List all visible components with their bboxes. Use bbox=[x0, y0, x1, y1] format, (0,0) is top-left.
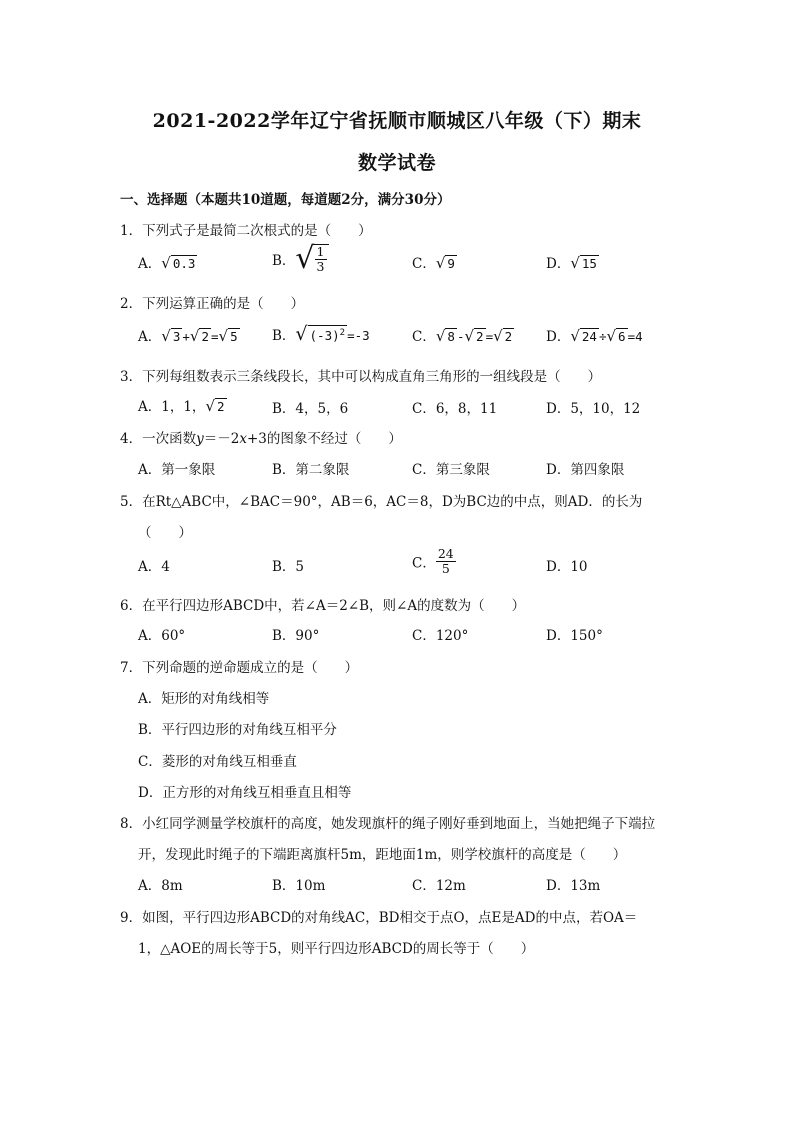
q2-option-b: B．√ $(-3)^2 =-3$ bbox=[272, 323, 370, 345]
q3-option-d: D．5，10，12 bbox=[546, 401, 641, 417]
exam-title-line2: 数学试卷 bbox=[357, 152, 436, 174]
q2-option-d: D．√ 24 ÷√ 6 =4 bbox=[546, 327, 643, 345]
q3-option-b: B．4，5，6 bbox=[272, 401, 349, 417]
q8-option-c: C．12m bbox=[412, 878, 466, 894]
q9-stem-line1: 9．如图，平行四边形ABCD的对角线AC，BD相交于点O，点E是AD的中点，若OA＝ bbox=[120, 910, 638, 926]
q6-option-b: B．90° bbox=[272, 628, 320, 644]
q7-stem: 7．下列命题的逆命题成立的是（ ） bbox=[120, 660, 359, 676]
q1-option-b: B．√ $\frac{1}{3}$ bbox=[272, 244, 329, 274]
q8-option-a: A．8m bbox=[138, 878, 183, 894]
q6-option-d: D．150° bbox=[546, 628, 603, 644]
q3-stem: 3．下列每组数表示三条线段长，其中可以构成直角三角形的一组线段是（ ） bbox=[120, 369, 602, 385]
q2-stem: 2．下列运算正确的是（ ） bbox=[120, 296, 305, 312]
q5-option-b: B．5 bbox=[272, 559, 305, 575]
q7-option-b: B．平行四边形的对角线互相平分 bbox=[138, 722, 337, 738]
q3-option-c: C．6，8，11 bbox=[412, 401, 498, 417]
q7-option-c: C．菱形的对角线互相垂直 bbox=[138, 754, 297, 770]
q7-option-a: A．矩形的对角线相等 bbox=[138, 691, 270, 707]
q4-option-b: B．第二象限 bbox=[272, 462, 350, 478]
q3-option-a: A．1，1，√ 2 bbox=[138, 397, 225, 415]
q6-stem: 6．在平行四边形ABCD中，若∠A＝2∠B，则∠A的度数为（ ） bbox=[120, 598, 526, 614]
q5-option-c: C． $\frac{24}{5}$ bbox=[412, 546, 454, 576]
q7-option-d: D．正方形的对角线互相垂直且相等 bbox=[138, 785, 352, 801]
q2-option-c: C．√ 8 -√ 2 =√ 2 bbox=[412, 327, 513, 345]
q8-stem-line2: 开，发现此时绳子的下端距离旗杆5m，距地面1m，则学校旗杆的高度是（ ） bbox=[138, 847, 627, 863]
q4-option-c: C．第三象限 bbox=[412, 462, 490, 478]
q8-stem-line1: 8．小红同学测量学校旗杆的高度，她发现旗杆的绳子刚好垂到地面上，当她把绳子下端拉 bbox=[120, 816, 656, 832]
q6-option-c: C．120° bbox=[412, 628, 469, 644]
q4-stem: 4．一次函数y＝－2x+3的图象不经过（ ） bbox=[120, 431, 402, 447]
q5-option-a: A．4 bbox=[138, 559, 170, 575]
q4-option-a: A．第一象限 bbox=[138, 462, 216, 478]
q8-option-d: D．13m bbox=[546, 878, 601, 894]
q5-option-d: D．10 bbox=[546, 559, 588, 575]
exam-title-line1: 2021-2022学年辽宁省抚顺市顺城区八年级（下）期末 bbox=[152, 110, 642, 132]
q9-stem-line2: 1，△AOE的周长等于5，则平行四边形ABCD的周长等于（ ） bbox=[138, 941, 535, 957]
q2-option-a: A．√ 3 +√ 2 =√ 5 bbox=[138, 327, 238, 345]
q1-option-c: C．√ 9 bbox=[412, 254, 455, 272]
q8-option-b: B．10m bbox=[272, 878, 326, 894]
q1-stem: 1．下列式子是最简二次根式的是（ ） bbox=[120, 223, 372, 239]
q1-option-d: D．√ 15 bbox=[546, 254, 597, 272]
q6-option-a: A．60° bbox=[138, 628, 186, 644]
q4-option-d: D．第四象限 bbox=[546, 462, 625, 478]
section-heading: 一、选择题（本题共10道题，每道题2分，满分30分） bbox=[120, 192, 451, 208]
q5-stem-cont: （ ） bbox=[138, 525, 192, 541]
q1-option-a: A．√ 0.3 bbox=[138, 254, 196, 272]
q5-stem: 5．在Rt△ABC中，∠BAC＝90°，AB＝6，AC＝8，D为BC边的中点，则AD．的长为 bbox=[120, 494, 643, 510]
